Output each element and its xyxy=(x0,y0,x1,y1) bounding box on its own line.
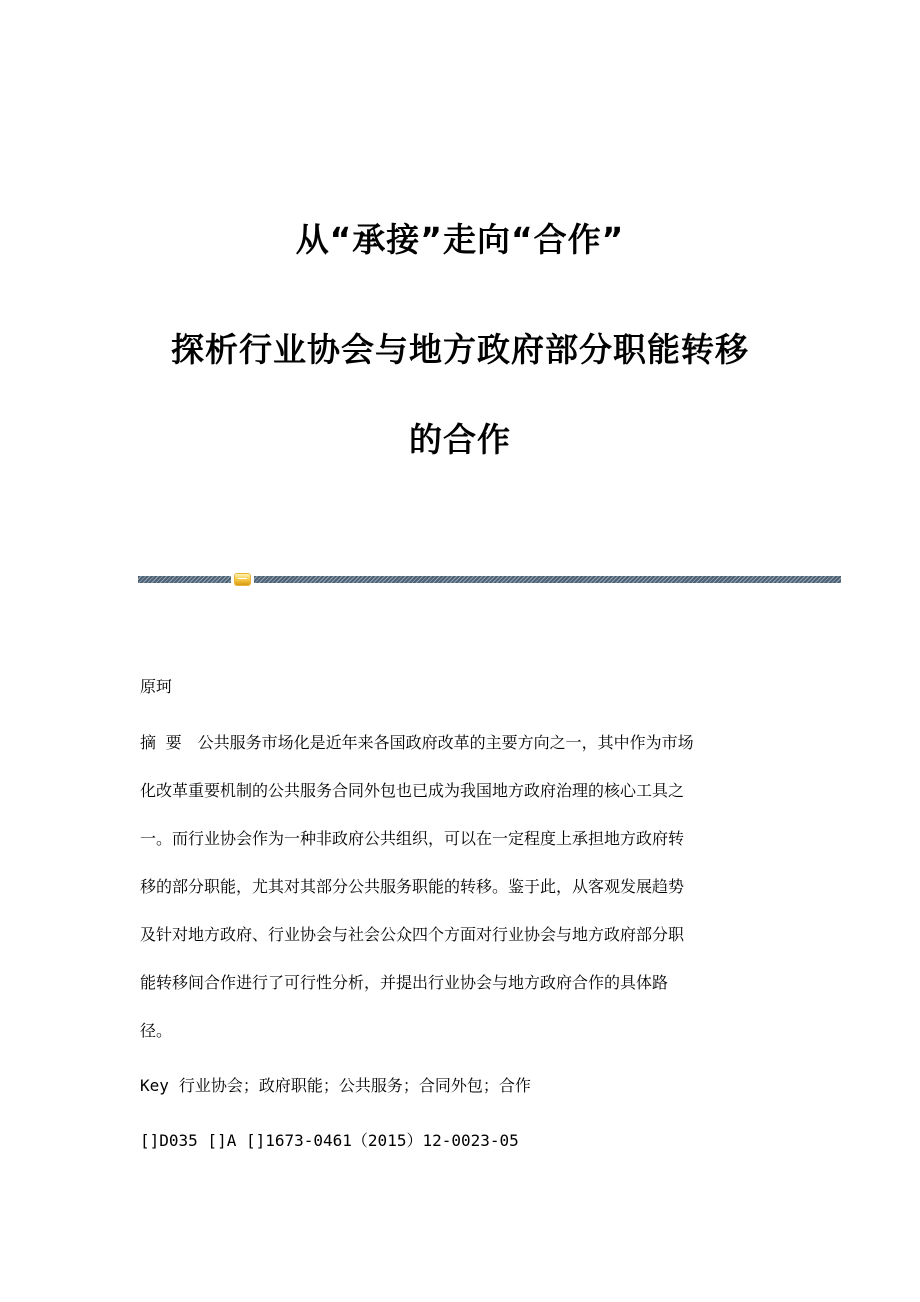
abstract-text: 公共服务市场化是近年来各国政府改革的主要方向之一，其中作为市场 xyxy=(197,733,694,752)
keywords-line xyxy=(140,1076,531,1096)
title-line-3: 的合作 xyxy=(409,420,511,459)
author-name: 原珂 xyxy=(140,677,173,696)
abstract-line: 一。而行业协会作为一种非政府公共组织，可以在一定程度上承担地方政府转 xyxy=(140,829,685,848)
abstract-label: 摘 要 xyxy=(140,733,182,752)
abstract-line: 移的部分职能，尤其对其部分公共服务职能的转移。鉴于此，从客观发展趋势 xyxy=(140,877,685,896)
abstract-line: 化改革重要机制的公共服务合同外包也已成为我国地方政府治理的核心工具之 xyxy=(140,781,685,800)
keywords-label: Key xyxy=(140,1076,169,1095)
keywords-text: 行业协会；政府职能；公共服务；合同外包；合作 xyxy=(178,1076,531,1095)
section-divider xyxy=(138,574,841,584)
abstract-line xyxy=(140,733,694,753)
divider-badge-icon xyxy=(235,574,250,585)
abstract-line: 能转移间合作进行了可行性分析，并提出行业协会与地方政府合作的具体路 xyxy=(140,973,669,992)
title-line-2: 探析行业协会与地方政府部分职能转移 xyxy=(171,330,749,369)
title-line-1: 从“承接”走向“合作” xyxy=(295,220,625,259)
abstract-line: 径。 xyxy=(140,1021,173,1040)
divider-left-segment xyxy=(138,576,231,583)
abstract-line: 及针对地方政府、行业协会与社会公众四个方面对行业协会与地方政府部分职 xyxy=(140,925,685,944)
classification-codes: []D035 []A []1673-0461（2015）12-0023-05 xyxy=(140,1131,519,1150)
divider-right-segment xyxy=(254,576,841,583)
